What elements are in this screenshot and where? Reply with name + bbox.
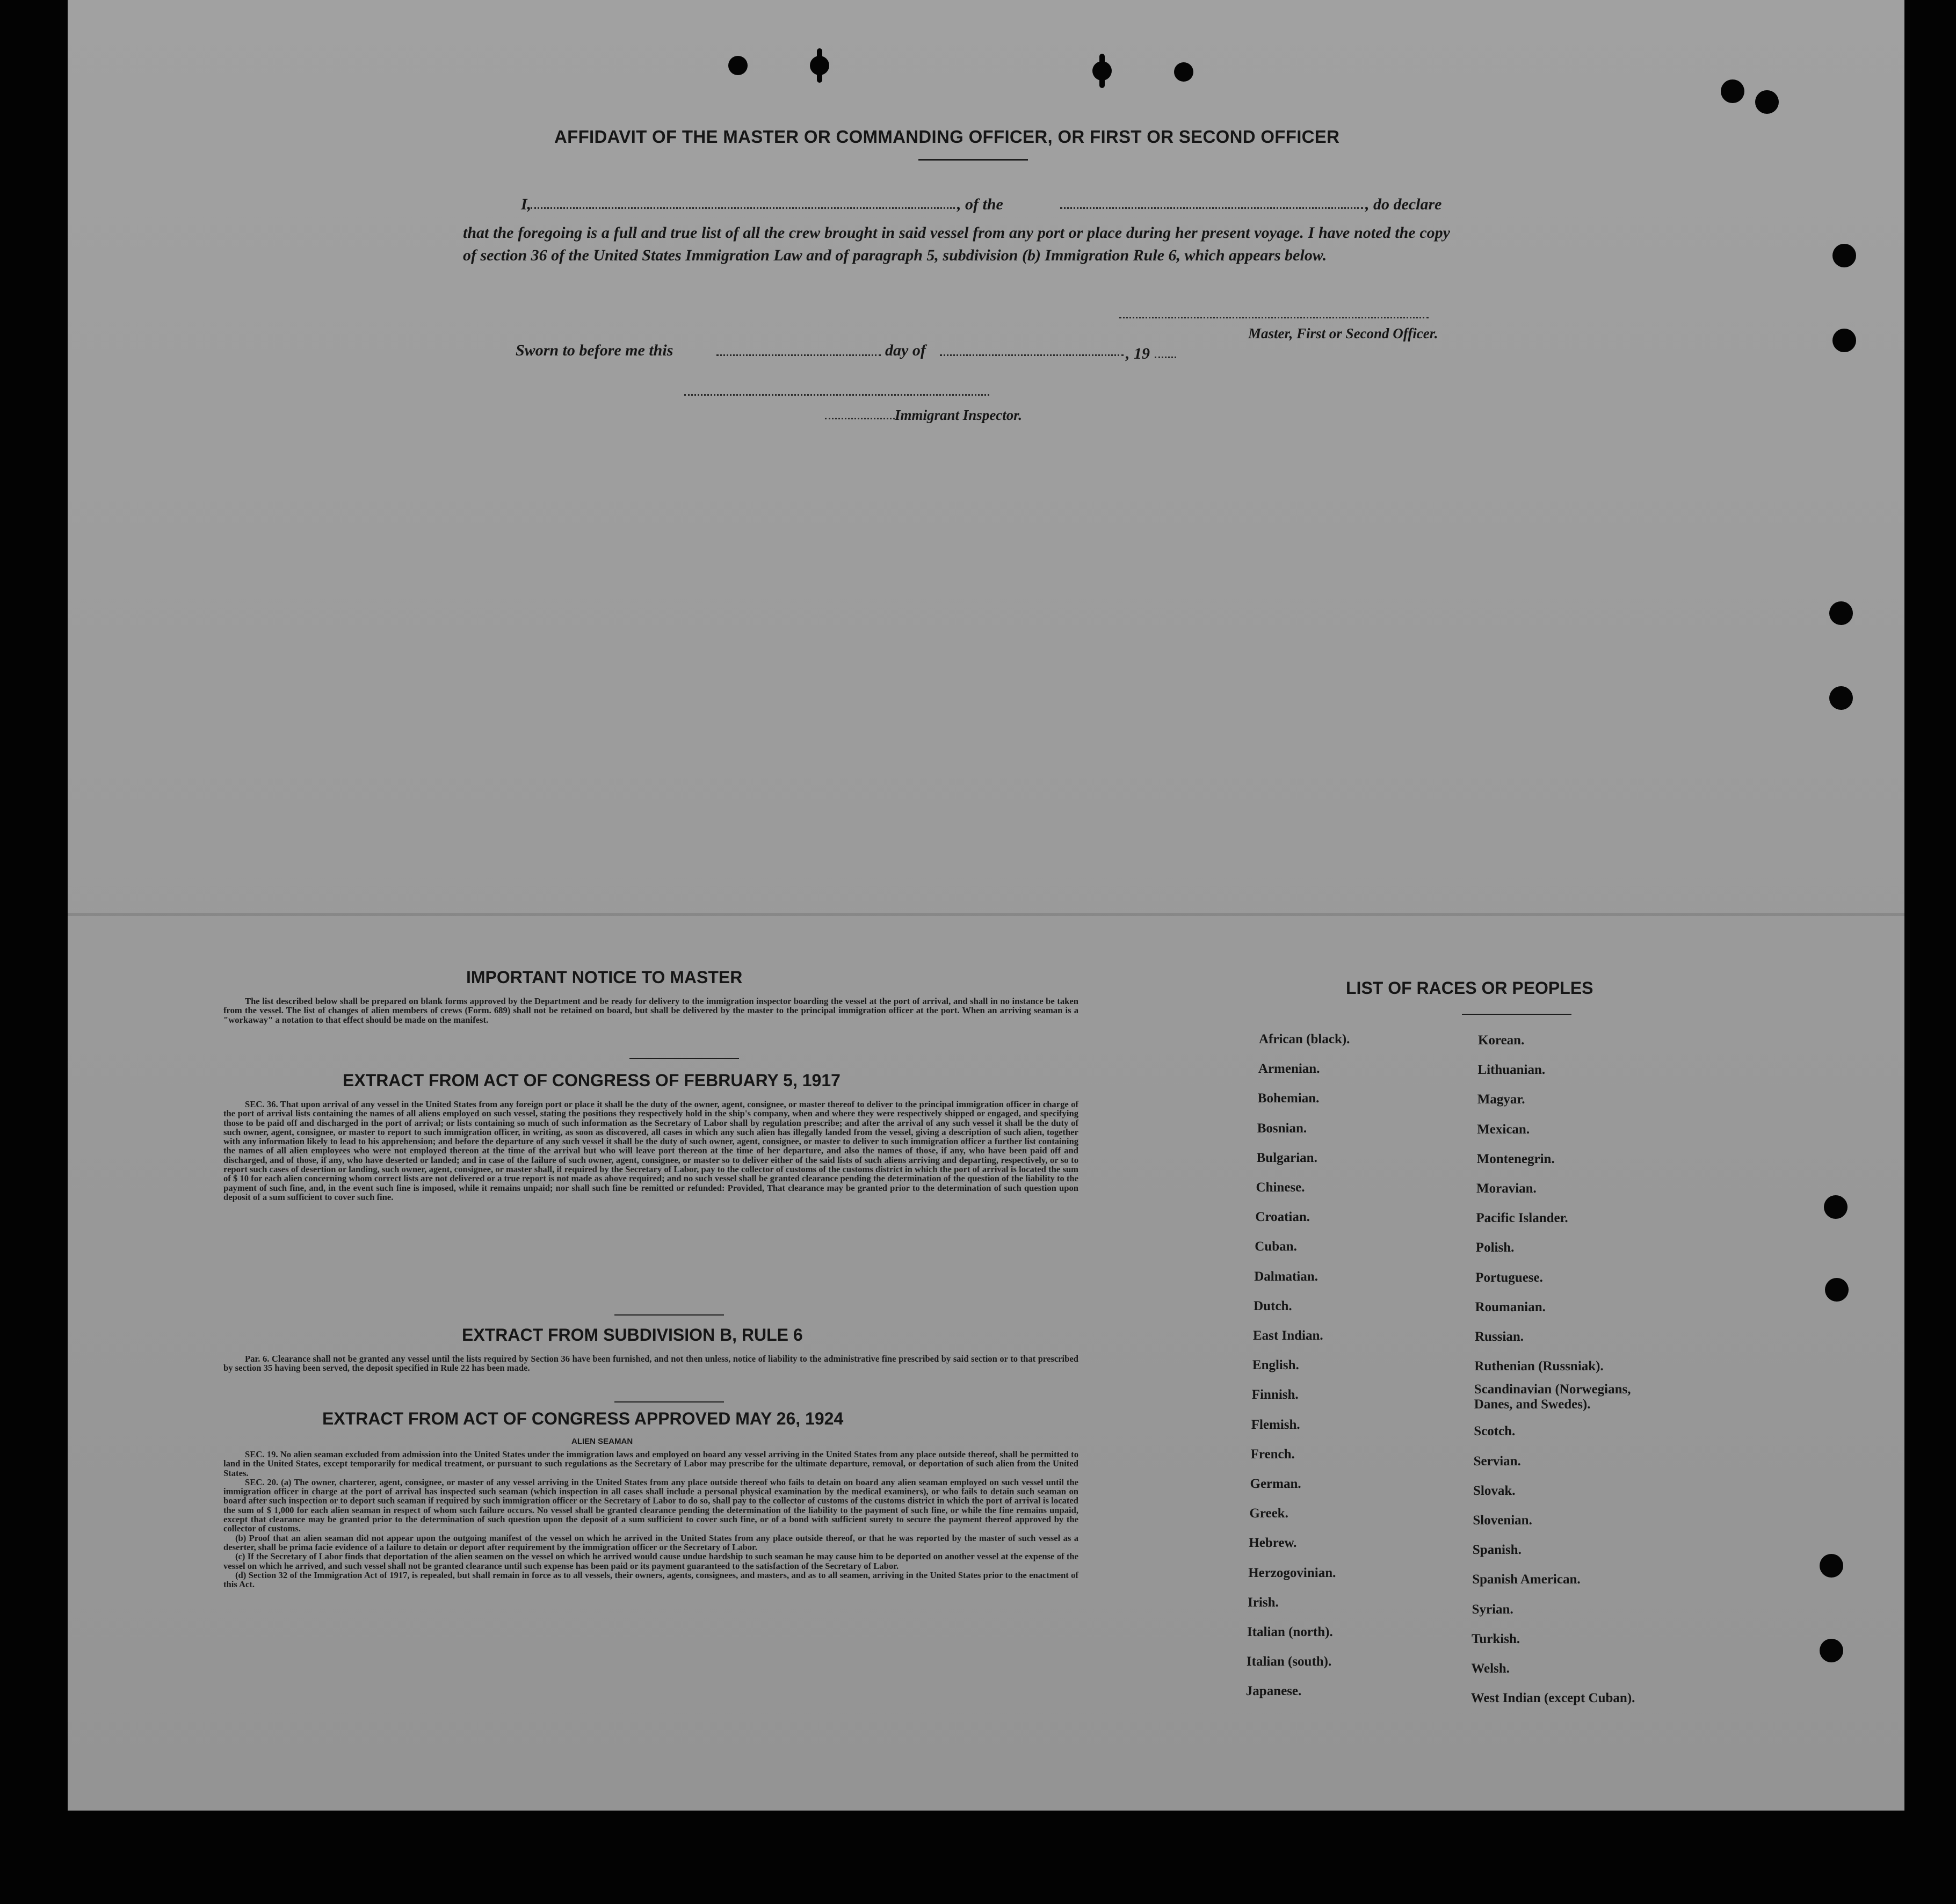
race-item: Mexican. [1477,1122,1530,1137]
race-item: Spanish. [1472,1543,1522,1558]
officer-label: Master, First or Second Officer. [1248,325,1438,341]
inspector-dots [825,418,895,419]
punch-hole [1832,329,1856,352]
punch-hole [1820,1639,1843,1662]
inspector-label: Immigrant Inspector. [895,407,1023,423]
race-item: Bohemian. [1257,1091,1320,1106]
punch-hole [1829,686,1853,710]
race-item: Herzogovinian. [1248,1565,1336,1580]
sec-19-text: SEC. 19. No alien seaman excluded from admission into the United States under the immigration laws and employed on board any vessel arriving in the United States from any place outside thereof, shall be permitted to land in the United States, except temporarily for medical treatment, or pursuant to such regulations as the Secretary of Labor may prescribe for the ultimate departure, removal, or deportation of such alien from the United States. [223,1449,1078,1478]
extract-rule6-body [223,1354,1078,1373]
race-item: Slovak. [1473,1483,1516,1498]
sworn-month-field[interactable] [940,354,1124,356]
vessel-name-field[interactable] [1060,207,1363,209]
par-6-text: Par. 6. Clearance shall not be granted any vessel until the lists required by Section 36 have been furnished, and not then unless, notice of liability to the administrative fine prescribed by said section or to that prescribed by section 35 having been served, the deposit specified in Rule 22 has been made. [223,1354,1078,1374]
race-item: Italian (south). [1246,1654,1332,1669]
sec-20c-text: (c) If the Secretary of Labor finds that deportation of the alien seamen on the vessel on which he arrived would cause undue hardship to such seaman he may cause him to be deported on another vessel at the expense of the vessel on which he arrived, and such vessel shall not be granted clearance until such expense has been paid or its payment guaranteed to the satisfaction of the Secretary of Labor. [223,1551,1078,1571]
punch-hole [1824,1195,1848,1219]
punch-hole [728,56,748,75]
extract-rule6-title: EXTRACT FROM SUBDIVISION B, RULE 6 [462,1325,803,1345]
alien-seaman-subtitle: ALIEN SEAMAN [571,1437,633,1446]
race-item: Lithuanian. [1477,1063,1546,1078]
race-item: Chinese. [1256,1180,1305,1195]
punch-hole [1092,61,1112,81]
race-item: Welsh. [1471,1661,1510,1676]
affidavit-declaration: that the foregoing is a full and true list of all the crew brought in said vessel from any port or place during her present voyage. I have noted the copy of section 36 of the United States Immigration Law and of paragraph 5, subdivision (b) Immigration Rule 6, which appears below. [463,224,1450,264]
punch-hole [1820,1554,1843,1578]
race-item: Bosnian. [1257,1121,1307,1136]
divider [1462,1014,1571,1015]
race-item: English. [1252,1358,1299,1373]
punch-hole [1721,79,1744,103]
extract-1917-title: EXTRACT FROM ACT OF CONGRESS OF FEBRUARY 5, 1917 [343,1071,841,1090]
race-item: Magyar. [1477,1092,1525,1107]
race-item: Irish. [1248,1595,1279,1610]
race-item: Montenegrin. [1476,1151,1555,1166]
sec-20a-text: SEC. 20. (a) The owner, charterer, agent, consignee, or master of any vessel arriving in the United States from any place outside thereof who fails to detain on board any alien seaman employed on such vessel until the immigration officer in charge at the port of arrival has inspected such seaman (which inspection in all cases shall include a personal physical examination by the medical examiners), or who fails to detain such seaman on board after such inspection or to deport such seaman if required by such immigration officer or the Secretary of Labor to do so, shall pay to the collector of customs of the customs district in which the port of arrival is located the sum of $ 1,000 for each alien seaman in respect of whom such failure occurs. No vessel shall be granted clearance pending the determination of the liability to the payment of such fine, or while the fine remains unpaid, except that clearance may be granted prior to the determination of such question upon the deposit of a sum sufficient to cover such fine, or of a bond with sufficient surety to secure the payment thereof approved by the collector of customs. [223,1477,1078,1534]
race-item: Polish. [1475,1240,1515,1255]
race-item: Portuguese. [1475,1270,1543,1285]
notice-title: IMPORTANT NOTICE TO MASTER [466,968,743,987]
inspector-signature-field[interactable] [684,394,989,396]
race-item: Russian. [1475,1329,1524,1344]
affidavit-title: AFFIDAVIT OF THE MASTER OR COMMANDING OFFICER, OR FIRST OR SECOND OFFICER [554,127,1340,147]
race-item: Spanish American. [1472,1572,1581,1587]
affidavit-i-label: I, [521,195,532,213]
punch-hole [1755,90,1779,114]
divider [614,1314,724,1316]
race-item: Cuban. [1255,1239,1297,1254]
race-item: French. [1250,1447,1295,1462]
divider [629,1058,739,1059]
sec-20d-text: (d) Section 32 of the Immigration Act of 1917, is repealed, but shall remain in force as to all vessels, their owners, agents, consignees, and masters, and as to all seamen, arriving in the United States prior to the enactment of this Act. [223,1569,1078,1590]
race-item: East Indian. [1253,1328,1323,1343]
race-item: Slovenian. [1473,1513,1532,1528]
race-item: Korean. [1478,1033,1525,1048]
extract-1924-title: EXTRACT FROM ACT OF CONGRESS APPROVED MAY 26, 1924 [322,1409,844,1428]
sworn-year-field[interactable] [1155,357,1176,358]
affidavit-do-declare-label: , do declare [1365,195,1442,213]
race-item: Scandinavian (Norwegians, Danes, and Swedes). [1474,1382,1631,1412]
race-item: Bulgarian. [1256,1150,1317,1165]
race-item: Italian (north). [1247,1625,1333,1639]
race-item: Syrian. [1472,1602,1513,1617]
race-item: Roumanian. [1475,1299,1546,1314]
race-item: German. [1250,1477,1301,1491]
year-prefix-label: , 19 [1126,345,1150,362]
race-item: Dalmatian. [1254,1269,1318,1284]
race-item: Flemish. [1251,1417,1300,1432]
extract-1924-body [223,1450,1078,1589]
master-name-field[interactable] [531,207,955,209]
sec-20b-text: (b) Proof that an alien seaman did not appear upon the outgoing manifest of the vessel on which he arrived in the United States from any place outside thereof, or that he was reported by the master of such vessel as a deserter, shall be prima facie evidence of a failure to detain or deport after requirement by the immigration officer or the Secretary of Labor. [223,1532,1078,1552]
sworn-label: Sworn to before me this [516,341,673,359]
extract-1917-body [223,1100,1078,1202]
officer-signature-field[interactable] [1119,317,1429,318]
punch-hole [1832,244,1856,267]
race-item: Finnish. [1251,1387,1299,1402]
race-item: Dutch. [1254,1298,1292,1313]
notice-body [223,997,1078,1024]
race-item: Turkish. [1472,1631,1520,1646]
document-page [68,0,1904,1811]
sec-36-text: SEC. 36. That upon arrival of any vessel in the United States from any foreign port or place it shall be the duty of the owner, agent, consignee, or master thereof to deliver to the principal immigration officer in charge of the port of arrival lists containing the names of all aliens employed on such vessel, stating the positions they respectively hold in the ship's company, when and where they were respectively shipped or engaged, and specifying those to be paid off and discharged in the port of arrival; or lists containing so much of such information as the Secretary of Labor shall by regulation prescribe; and after the arrival of any such vessel it shall be the duty of such owner, agent, consignee, or master to report to such immigration officer, in writing, as soon as discovered, all cases in which any such alien has illegally landed from the vessel, giving a description of such alien, together with any information likely to lead to his apprehension; and before the departure of any such vessel it shall be the duty of such owner, agent, consignee, or master to deliver to such immigration officer a further list containing the names of all alien employees who were not employed thereon at the time of the arrival but who will leave port thereon at the time of her departure, and also the names of those, if any, who have been paid off and discharged, and of those, if any, who have deserted or landed; and in case of the failure of such owner, agent, consignee, or master so to deliver either of the said lists of such aliens arriving and departing, respectively, or so to report such cases of desertion or landing, such owner, agent, consignee, or master shall, if required by the Secretary of Labor, pay to the collector of customs of the customs district in which the port of arrival is located the sum of $ 10 for each alien concerning whom correct lists are not delivered or a true report is not made as above required; and no such vessel shall be granted clearance pending the determination of the question of the liability to the payment of such fine, and, in the event such fine is imposed, while it remains unpaid; nor shall such fine be remitted or refunded: Provided, That clearance may be granted prior to the determination of such question upon deposit of a sum sufficient to cover such fine. [223,1099,1078,1202]
race-item: West Indian (except Cuban). [1470,1691,1635,1706]
race-item: Scotch. [1474,1424,1516,1439]
race-item: Armenian. [1258,1062,1320,1077]
race-item: Pacific Islander. [1476,1211,1568,1226]
divider [918,159,1028,161]
punch-hole [1825,1278,1849,1302]
race-item: Servian. [1473,1454,1521,1469]
race-item: Croatian. [1255,1210,1310,1225]
race-item: Ruthenian (Russniak). [1474,1359,1604,1374]
race-item: Greek. [1249,1506,1288,1521]
affidavit-of-the-label: , of the [957,195,1003,213]
sworn-day-field[interactable] [716,354,881,356]
race-item: Japanese. [1245,1684,1302,1699]
punch-hole [1174,62,1193,82]
page-fold [68,913,1904,916]
punch-hole [1829,601,1853,625]
races-title: LIST OF RACES OR PEOPLES [1346,978,1593,998]
race-item: Hebrew. [1249,1536,1297,1551]
race-item: African (black). [1259,1032,1350,1047]
race-item: Moravian. [1476,1181,1537,1196]
notice-body-text: The list described below shall be prepared on blank forms approved by the Department and be ready for delivery to the immigration inspector boarding the vessel at the port of arrival, and shall in no instance be taken from the vessel. The list of changes of alien members of crews (Form. 689) shall not be retained on board, but shall be delivered by the master to the principal immigration officer at the port. When an arriving seaman is a "workaway" a notation to that effect should be made on the manifest. [223,996,1078,1025]
divider [614,1401,724,1402]
punch-hole [810,56,829,75]
day-of-label: day of [885,341,926,359]
